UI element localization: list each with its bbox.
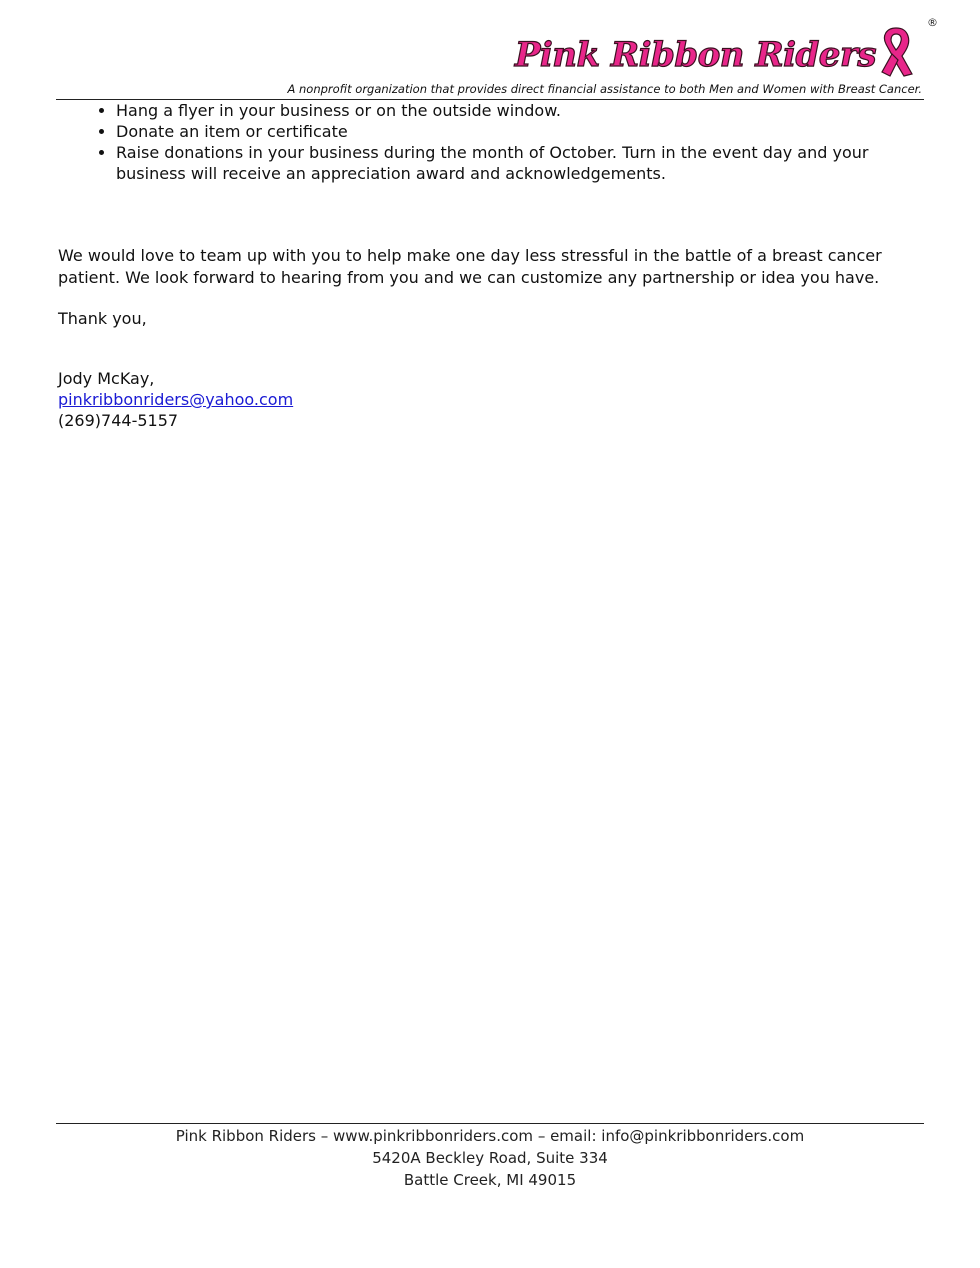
registered-mark: ® xyxy=(927,16,938,29)
footer xyxy=(56,1125,924,1191)
footer-contact-line: Pink Ribbon Riders – www.pinkribbonriders.com – email: info@pinkribbonriders.com xyxy=(175,1127,805,1145)
signature-name: Jody McKay, xyxy=(58,369,155,388)
footer-divider xyxy=(56,1123,924,1124)
signature-block xyxy=(58,368,898,431)
list-item: • Hang a flyer in your business or on the outside window. xyxy=(116,100,936,121)
list-item: • Raise donations in your business during the month of October. Turn in the event day and your business will receive an appreciation award and acknowledgements. xyxy=(116,142,936,184)
bullet-list xyxy=(58,100,936,184)
footer-address-line: 5420A Beckley Road, Suite 334 xyxy=(372,1149,608,1167)
list-item: • Donate an item or certificate xyxy=(116,121,936,142)
pink-ribbon-icon xyxy=(868,22,924,78)
pink-ribbon-riders-logo xyxy=(514,16,938,75)
tagline: A nonprofit organization that provides direct financial assistance to both Men and Women with Breast Cancer. xyxy=(287,82,922,96)
phone-number: (269)744-5157 xyxy=(58,411,179,430)
logo-text: Pink Ribbon Riders xyxy=(514,35,876,75)
footer-city-line: Battle Creek, MI 49015 xyxy=(403,1171,577,1189)
email-link[interactable]: pinkribbonriders@yahoo.com xyxy=(58,390,294,409)
closing-line: Thank you, xyxy=(58,309,147,328)
body-paragraph: We would love to team up with you to help make one day less stressful in the battle of a breast cancer patient. We look forward to hearing from you and we can customize any partnership or idea you have. xyxy=(58,246,882,287)
